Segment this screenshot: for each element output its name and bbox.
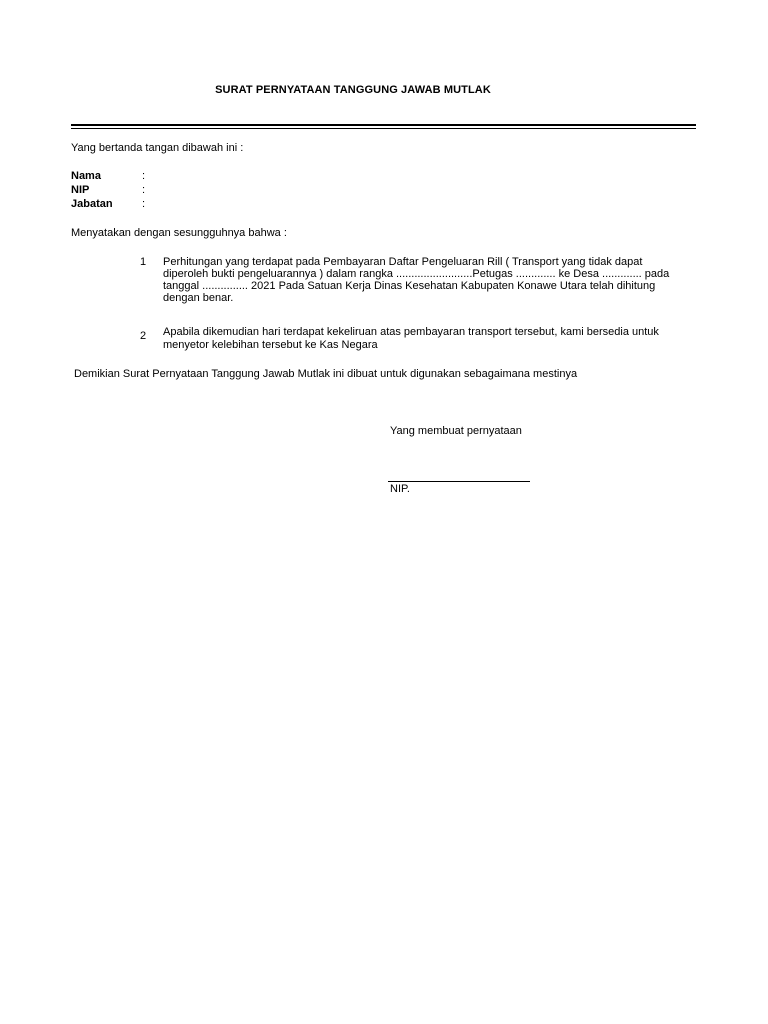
statement-intro: Menyatakan dengan sesungguhnya bahwa :: [71, 227, 287, 239]
title-divider-thin: [71, 128, 696, 129]
title-divider-thick: [71, 124, 696, 126]
item-1-line-2: diperoleh bukti pengeluarannya ) dalam rangka .........................Petugas ............. ke Desa ............. pada: [163, 268, 670, 280]
item-1-line-3: tanggal ............... 2021 Pada Satuan Kerja Dinas Kesehatan Kabupaten Konawe Utara telah dihitung: [163, 280, 656, 292]
signature-line: [388, 481, 530, 482]
document-title: SURAT PERNYATAAN TANGGUNG JAWAB MUTLAK: [215, 84, 491, 96]
intro-text: Yang bertanda tangan dibawah ini :: [71, 142, 244, 154]
field-colon-jabatan: :: [142, 198, 146, 210]
item-1-line-4: dengan benar.: [163, 292, 234, 304]
item-number-1: 1: [140, 256, 147, 268]
item-2-line-2: menyetor kelebihan tersebut ke Kas Negara: [163, 339, 378, 351]
item-number-2: 2: [140, 330, 147, 342]
signature-nip: NIP.: [390, 483, 410, 495]
field-colon-nama: :: [142, 170, 146, 182]
field-label-nip: NIP: [71, 184, 90, 196]
field-label-jabatan: Jabatan: [71, 198, 113, 210]
field-colon-nip: :: [142, 184, 146, 196]
item-2-line-1: Apabila dikemudian hari terdapat kekeliruan atas pembayaran transport tersebut, kami bersedia untuk: [163, 326, 659, 338]
item-1-line-1: Perhitungan yang terdapat pada Pembayaran Daftar Pengeluaran Rill ( Transport yang tidak dapat: [163, 256, 643, 268]
field-label-nama: Nama: [71, 170, 101, 182]
closing-statement: Demikian Surat Pernyataan Tanggung Jawab Mutlak ini dibuat untuk digunakan sebagaimana mestinya: [74, 368, 578, 380]
signature-label: Yang membuat pernyataan: [390, 425, 522, 437]
